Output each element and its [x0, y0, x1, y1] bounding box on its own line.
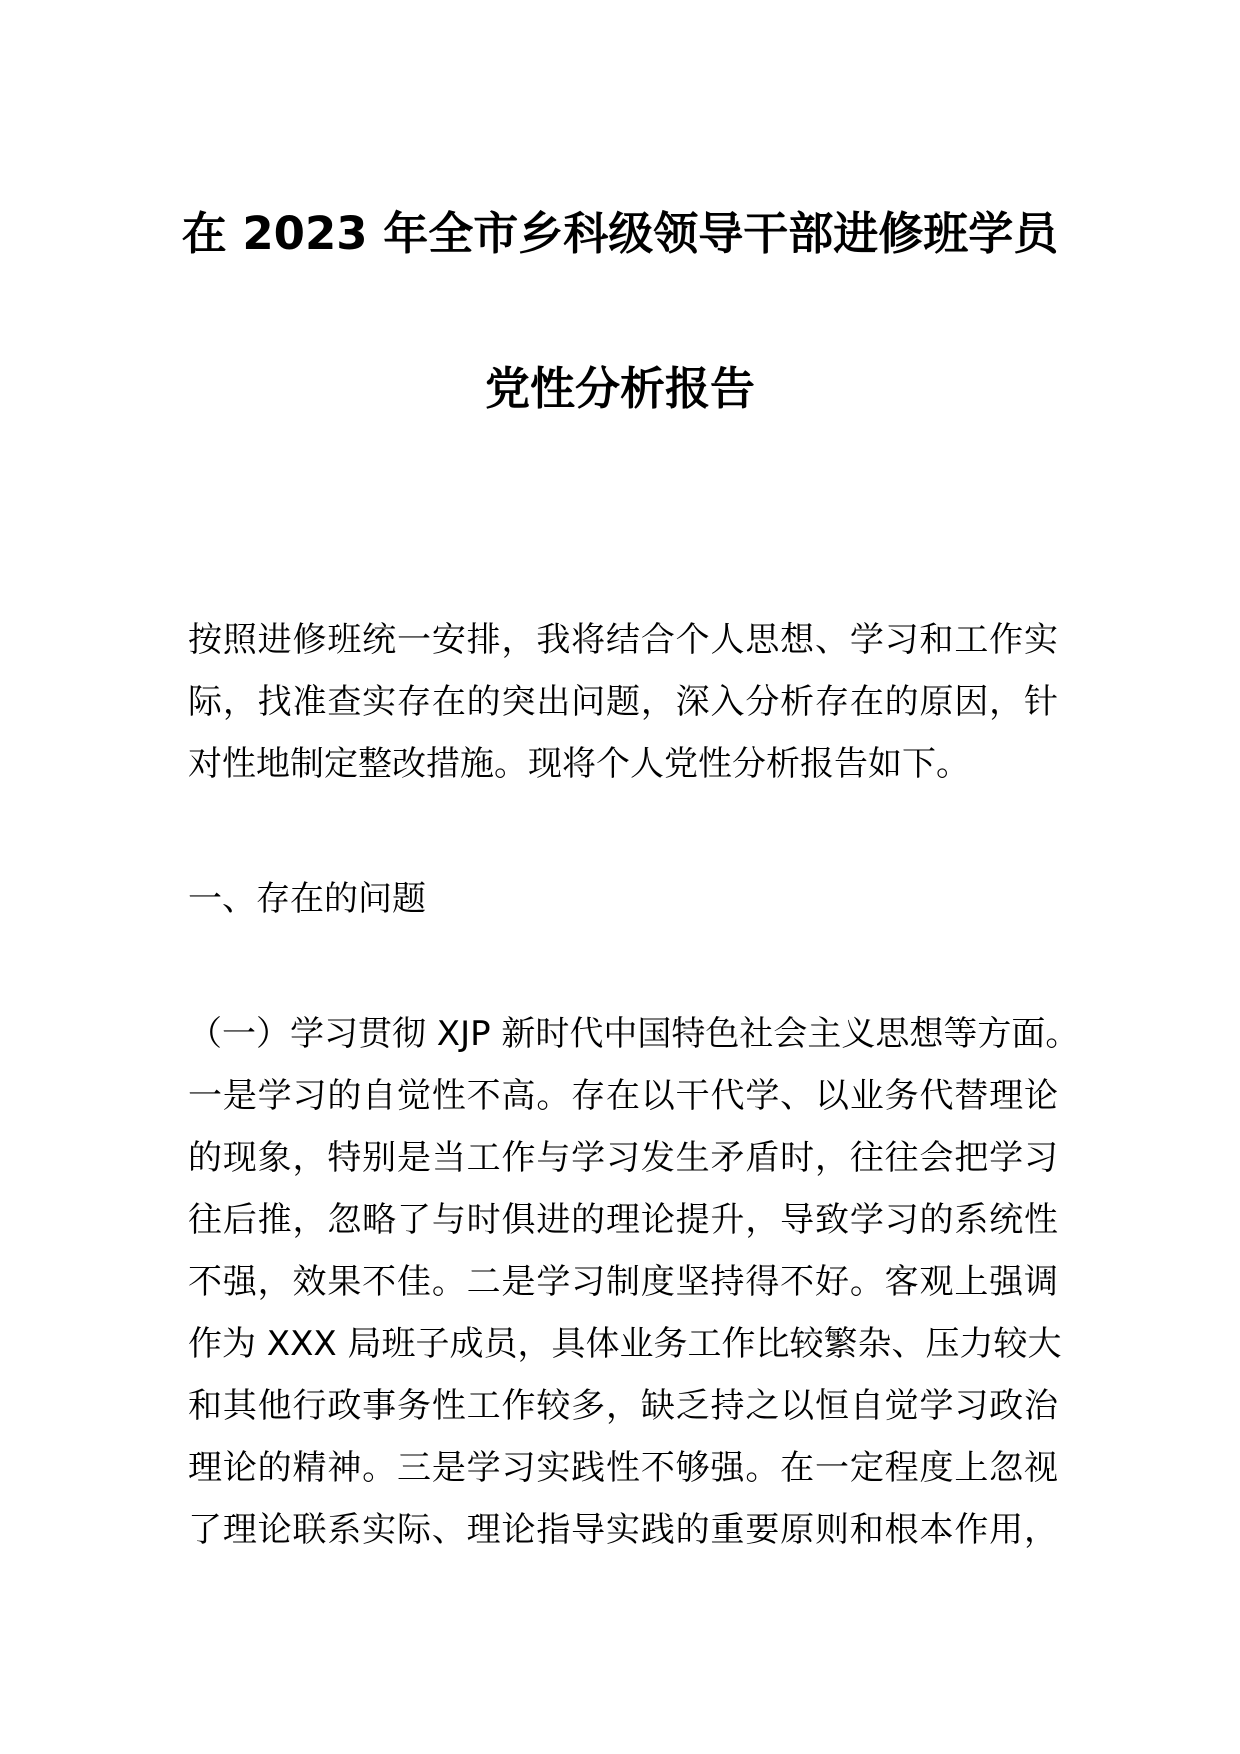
paragraph-line: 往后推，忽略了与时俱进的理论提升，导致学习的系统性 [188, 1200, 1058, 1240]
paragraph-line: 的现象，特别是当工作与学习发生矛盾时，往往会把学习 [188, 1138, 1058, 1178]
paragraph-line: 和其他行政事务性工作较多，缺乏持之以恒自觉学习政治 [188, 1386, 1058, 1426]
intro-paragraph [188, 609, 1058, 795]
intro-line: 对性地制定整改措施。现将个人党性分析报告如下。 [188, 744, 970, 784]
document-title-line-2: 党性分析报告 [484, 362, 755, 415]
paragraph-line: 了理论联系实际、理论指导实践的重要原则和根本作用， [188, 1510, 1058, 1550]
paragraph-line: 一是学习的自觉性不高。存在以干代学、以业务代替理论 [188, 1076, 1058, 1116]
intro-line: 际，找准查实存在的突出问题，深入分析存在的原因，针 [188, 682, 1058, 722]
section-heading-text: 一、存在的问题 [188, 879, 426, 919]
paragraph-line: 理论的精神。三是学习实践性不够强。在一定程度上忽视 [188, 1448, 1058, 1488]
intro-line: 按照进修班统一安排，我将结合个人思想、学习和工作实 [188, 620, 1058, 660]
paragraph-line: 作为 XXX 局班子成员，具体业务工作比较繁杂、压力较大 [188, 1324, 1062, 1364]
document-title-line-1: 在 2023 年全市乡科级领导干部进修班学员 [181, 207, 1059, 260]
paragraph-line: 不强，效果不佳。二是学习制度坚持得不好。客观上强调 [188, 1262, 1058, 1302]
section-1-paragraph [188, 1003, 1080, 1561]
paragraph-line: （一）学习贯彻 XJP 新时代中国特色社会主义思想等方面。 [188, 1014, 1080, 1054]
section-heading [188, 868, 1058, 930]
